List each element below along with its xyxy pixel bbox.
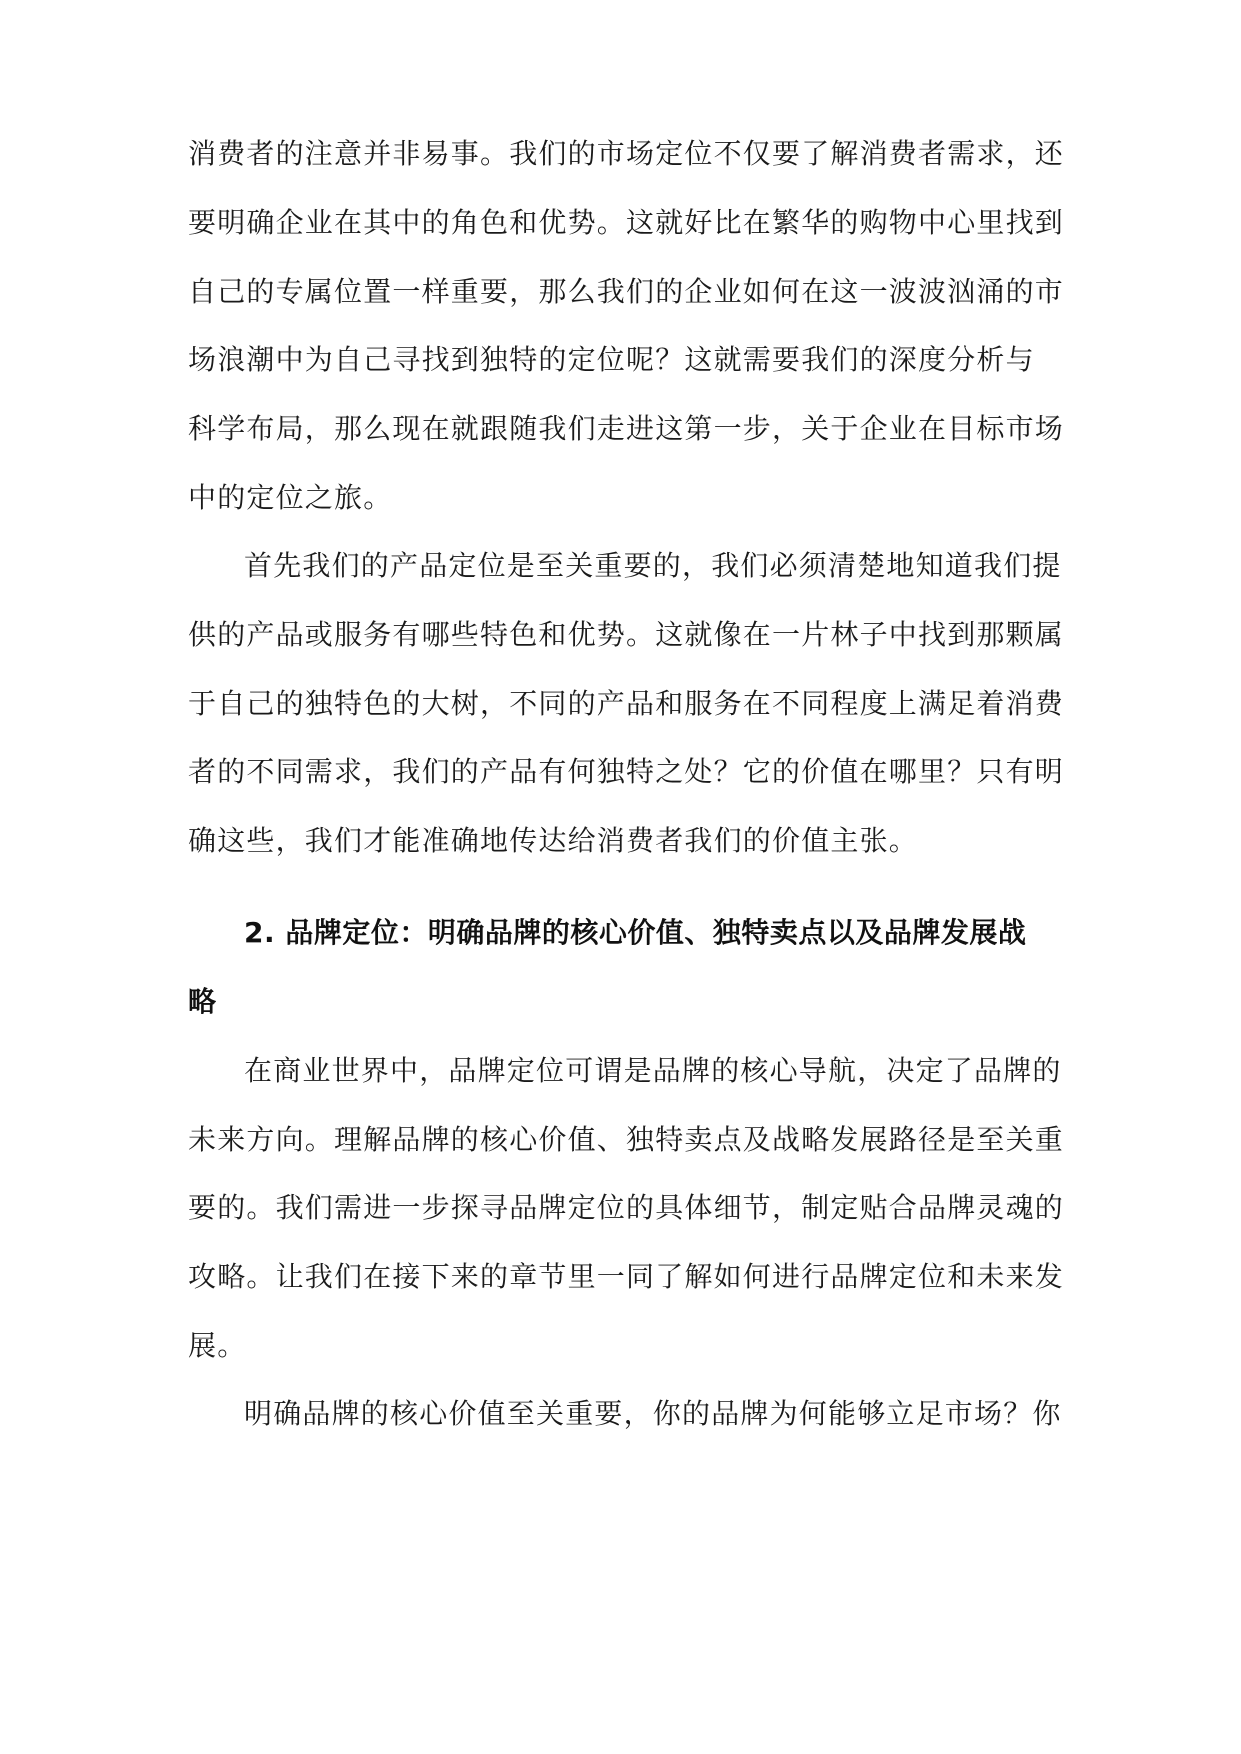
section-heading-line-2: 略 bbox=[188, 985, 217, 1018]
paragraph-2-line-4: 者的不同需求，我们的产品有何独特之处？它的价值在哪里？只有明 bbox=[188, 755, 1065, 788]
paragraph-2-line-1: 首先我们的产品定位是至关重要的，我们必须清楚地知道我们提 bbox=[244, 549, 1062, 582]
section-heading-line-1: 2. 品牌定位：明确品牌的核心价值、独特卖点以及品牌发展战 bbox=[244, 916, 1027, 949]
paragraph-3-line-1: 在商业世界中，品牌定位可谓是品牌的核心导航，决定了品牌的 bbox=[244, 1054, 1062, 1087]
paragraph-1-line-4: 场浪潮中为自己寻找到独特的定位呢？这就需要我们的深度分析与 bbox=[188, 343, 1035, 376]
paragraph-3-line-2: 未来方向。理解品牌的核心价值、独特卖点及战略发展路径是至关重 bbox=[188, 1123, 1065, 1156]
paragraph-1-line-2: 要明确企业在其中的角色和优势。这就好比在繁华的购物中心里找到 bbox=[188, 206, 1065, 239]
paragraph-1-line-1: 消费者的注意并非易事。我们的市场定位不仅要了解消费者需求，还 bbox=[188, 137, 1065, 170]
paragraph-2-line-5: 确这些，我们才能准确地传达给消费者我们的价值主张。 bbox=[188, 824, 919, 857]
paragraph-4-line-1: 明确品牌的核心价值至关重要，你的品牌为何能够立足市场？你 bbox=[244, 1397, 1062, 1430]
paragraph-2-line-3: 于自己的独特色的大树，不同的产品和服务在不同程度上满足着消费 bbox=[188, 687, 1065, 720]
paragraph-2-line-2: 供的产品或服务有哪些特色和优势。这就像在一片林子中找到那颗属 bbox=[188, 618, 1065, 651]
paragraph-3-line-4: 攻略。让我们在接下来的章节里一同了解如何进行品牌定位和未来发 bbox=[188, 1260, 1065, 1293]
paragraph-3-line-5: 展。 bbox=[188, 1329, 247, 1362]
paragraph-3-line-3: 要的。我们需进一步探寻品牌定位的具体细节，制定贴合品牌灵魂的 bbox=[188, 1191, 1065, 1224]
paragraph-1-line-6: 中的定位之旅。 bbox=[188, 481, 393, 514]
paragraph-1-line-3: 自己的专属位置一样重要，那么我们的企业如何在这一波波汹涌的市 bbox=[188, 275, 1065, 308]
paragraph-1-line-5: 科学布局，那么现在就跟随我们走进这第一步，关于企业在目标市场 bbox=[188, 412, 1065, 445]
